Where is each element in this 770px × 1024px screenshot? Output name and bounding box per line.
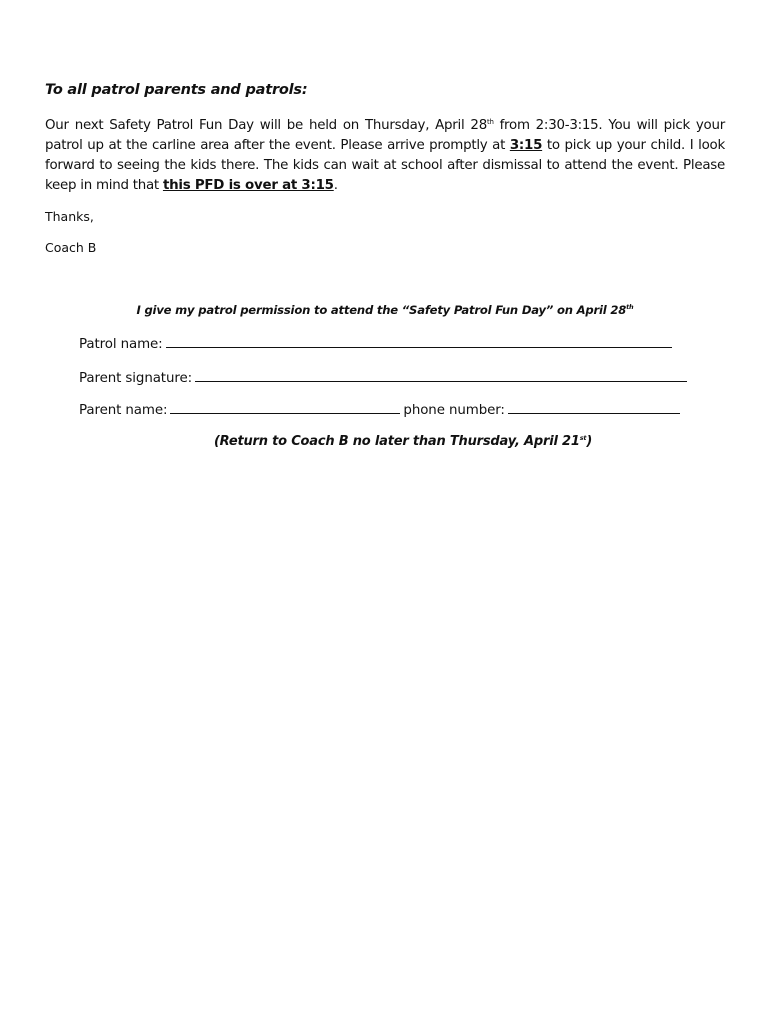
date-suffix: th bbox=[486, 118, 494, 126]
parent-name-row bbox=[79, 400, 680, 418]
greeting-heading: To all patrol parents and patrols: bbox=[45, 82, 308, 98]
body-text-2: from 2:30-3:15. You will pick your patrol up at the carline area after the event. Please arrive promptly at bbox=[45, 118, 725, 153]
return-date-suffix: st bbox=[579, 434, 587, 442]
end-time-note: this PFD is over at 3:15 bbox=[162, 178, 334, 193]
return-text: (Return to Coach B no later than Thursday, April 21 bbox=[213, 434, 580, 449]
parent-name-field[interactable] bbox=[170, 400, 400, 414]
parent-signature-row bbox=[79, 368, 687, 386]
phone-number-field[interactable] bbox=[508, 400, 680, 414]
phone-number-label: phone number: bbox=[403, 403, 505, 418]
pickup-time: 3:15 bbox=[509, 138, 543, 153]
permission-date-suffix: th bbox=[626, 303, 634, 311]
patrol-name-field[interactable] bbox=[166, 334, 672, 348]
return-deadline-note bbox=[0, 434, 770, 449]
permission-text: I give my patrol permission to attend the “Safety Patrol Fun Day” on April 28 bbox=[136, 303, 627, 317]
signoff-name: Coach B bbox=[45, 240, 97, 255]
parent-signature-label: Parent signature: bbox=[79, 371, 193, 386]
thanks-text: Thanks, bbox=[45, 209, 94, 224]
parent-signature-field[interactable] bbox=[195, 368, 687, 382]
body-text-1: Our next Safety Patrol Fun Day will be held on Thursday, April 28 bbox=[45, 118, 487, 133]
permission-statement bbox=[0, 303, 770, 317]
patrol-name-row bbox=[79, 334, 672, 352]
letter-body-paragraph bbox=[45, 116, 725, 196]
body-text-4: . bbox=[333, 178, 338, 193]
return-close-paren: ) bbox=[586, 434, 593, 449]
parent-name-label: Parent name: bbox=[79, 403, 168, 418]
patrol-name-label: Patrol name: bbox=[79, 337, 163, 352]
body-text-3: to pick up your child. I look forward to seeing the kids there. The kids can wait at school after dismissal to attend the event. Please keep in mind that bbox=[45, 138, 725, 193]
